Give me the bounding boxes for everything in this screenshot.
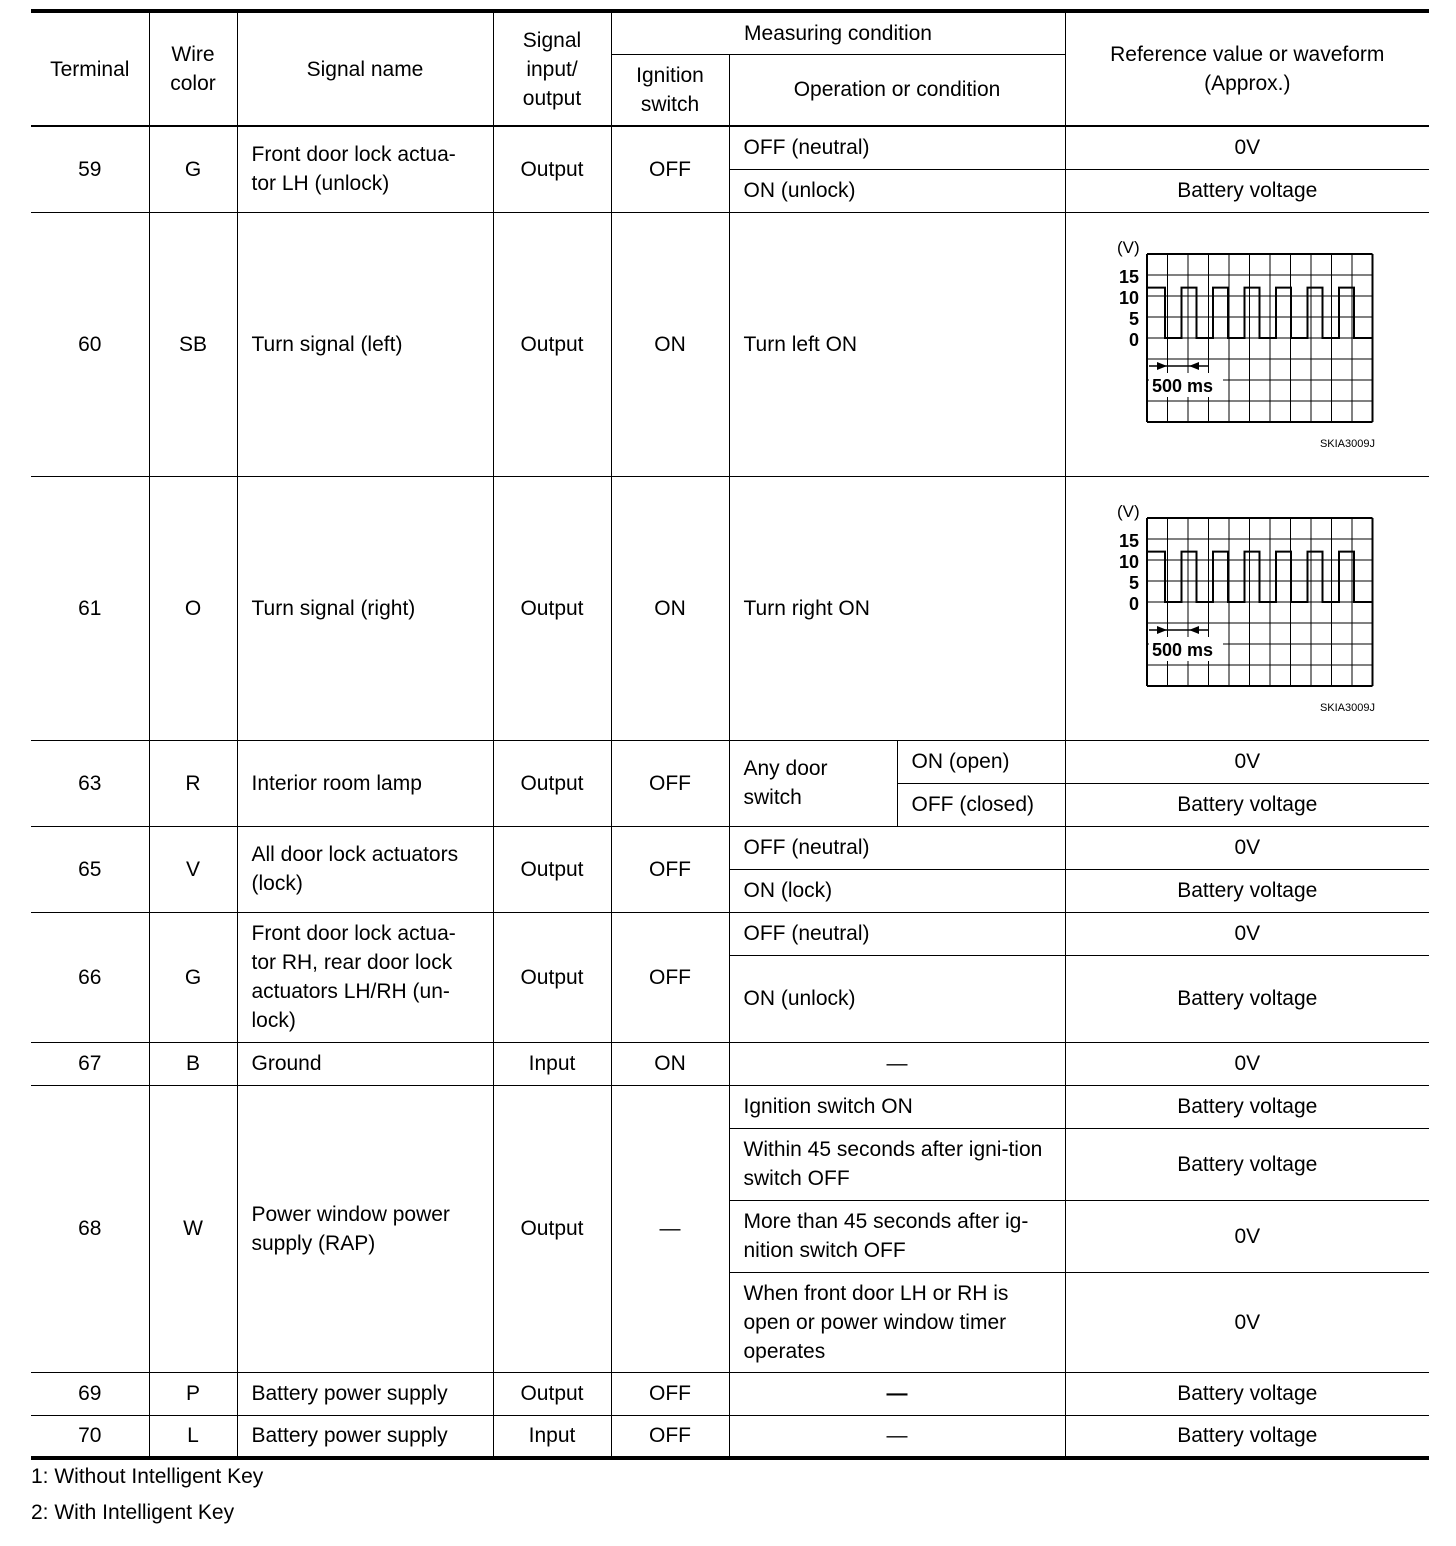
wire-color-cell: W [149,1085,237,1372]
signal-io-cell: Output [493,826,611,912]
condition-cell: ON (unlock) [729,169,1065,212]
ignition-cell: ON [611,476,729,740]
signal-io-cell: Output [493,212,611,476]
terminal-cell: 66 [31,912,149,1042]
signal-trace [1147,287,1373,337]
y-tick-label: 0 [1129,593,1140,614]
y-tick-label: 0 [1129,329,1140,350]
condition-cell: Ignition switch ON [729,1085,1065,1128]
signal-io-cell: Output [493,740,611,826]
signal-name-cell: Front door lock actua-tor RH, rear door lock actuators LH/RH (un-lock) [237,912,493,1042]
reference-cell: Battery voltage [1065,1415,1429,1458]
terminal-cell: 70 [31,1415,149,1458]
waveform-cell [1065,212,1429,476]
signal-io-cell: Input [493,1042,611,1085]
signal-io-cell: Output [493,1372,611,1415]
terminal-cell: 69 [31,1372,149,1415]
signal-name-cell: Front door lock actua-tor LH (unlock) [237,126,493,212]
signal-io-cell: Output [493,1085,611,1372]
header-signal-name: Signal name [237,11,493,126]
table-row [31,126,1429,169]
signal-io-cell: Output [493,912,611,1042]
signal-name-cell: Battery power supply [237,1415,493,1458]
table-row [31,912,1429,955]
time-scale-label: 500 ms [1152,375,1214,396]
table-row [31,212,1429,476]
arrow-right-icon [1157,626,1167,634]
table-row [31,1415,1429,1458]
signal-name-cell: Ground [237,1042,493,1085]
condition-cell: ON (unlock) [729,955,1065,1042]
header-operation: Operation or condition [729,54,1065,126]
table-row [31,1085,1429,1128]
wire-color-cell: G [149,126,237,212]
terminal-cell: 68 [31,1085,149,1372]
signal-name-cell: Power window power supply (RAP) [237,1085,493,1372]
ignition-cell: OFF [611,1415,729,1458]
y-tick-label: 15 [1119,530,1140,551]
signal-name-cell: Turn signal (right) [237,476,493,740]
terminal-cell: 60 [31,212,149,476]
signal-trace [1147,551,1373,601]
wire-color-cell: L [149,1415,237,1458]
ignition-cell: OFF [611,1372,729,1415]
condition-cell: More than 45 seconds after ig-nition switch OFF [729,1200,1065,1272]
condition-cell: When front door LH or RH is open or power window timer operates [729,1272,1065,1372]
arrow-left-icon [1189,362,1199,370]
reference-cell: Battery voltage [1065,1128,1429,1200]
condition-cell: OFF (neutral) [729,126,1065,169]
y-tick-label: 5 [1129,308,1140,329]
arrow-right-icon [1157,362,1167,370]
terminal-cell: 61 [31,476,149,740]
y-tick-label: 10 [1119,287,1140,308]
y-tick-label: 10 [1119,551,1140,572]
terminal-spec-table [31,9,1429,1460]
ignition-cell: OFF [611,740,729,826]
footnote-1: 1: Without Intelligent Key [31,1465,264,1488]
table-row [31,476,1429,740]
reference-cell: 0V [1065,1042,1429,1085]
waveform-cell [1065,476,1429,740]
ignition-cell: — [611,1085,729,1372]
wire-color-cell: O [149,476,237,740]
signal-io-cell: Output [493,476,611,740]
figure-id: SKIA3009J [1320,437,1376,450]
wire-color-cell: R [149,740,237,826]
condition-cell: OFF (neutral) [729,826,1065,869]
signal-name-cell: Turn signal (left) [237,212,493,476]
condition-cell: OFF (neutral) [729,912,1065,955]
condition-cell: — [729,1042,1065,1085]
header-ignition-switch: Ignition switch [611,54,729,126]
condition-cell: — [729,1415,1065,1458]
reference-cell: 0V [1065,912,1429,955]
unit-label: (V) [1117,237,1140,257]
waveform-chart [1097,237,1397,452]
reference-cell: 0V [1065,826,1429,869]
reference-cell: Battery voltage [1065,169,1429,212]
reference-cell: Battery voltage [1065,1085,1429,1128]
header-reference: Reference value or waveform (Approx.) [1065,11,1429,126]
terminal-cell: 63 [31,740,149,826]
wire-color-cell: V [149,826,237,912]
reference-cell: Battery voltage [1065,783,1429,826]
table-row [31,1042,1429,1085]
header-signal-io: Signal input/ output [493,11,611,126]
header-measuring-condition: Measuring condition [611,11,1065,54]
signal-name-cell: All door lock actuators (lock) [237,826,493,912]
condition-cell: Turn left ON [729,212,1065,476]
table-row [31,826,1429,869]
ignition-cell: OFF [611,826,729,912]
signal-name-cell: Battery power supply [237,1372,493,1415]
footnote-2: 2: With Intelligent Key [31,1501,235,1524]
condition-cell: Within 45 seconds after igni-tion switch OFF [729,1128,1065,1200]
ignition-cell: ON [611,1042,729,1085]
reference-cell: Battery voltage [1065,955,1429,1042]
signal-name-cell: Interior room lamp [237,740,493,826]
terminal-cell: 59 [31,126,149,212]
wire-color-cell: B [149,1042,237,1085]
condition-cell: — [729,1372,1065,1415]
reference-cell: Battery voltage [1065,869,1429,912]
header-terminal: Terminal [31,11,149,126]
condition-cell: ON (lock) [729,869,1065,912]
wire-color-cell: G [149,912,237,1042]
reference-cell: 0V [1065,1200,1429,1272]
condition-cell: ON (open) [897,740,1065,783]
ignition-cell: OFF [611,126,729,212]
arrow-left-icon [1189,626,1199,634]
ignition-cell: OFF [611,912,729,1042]
wire-color-cell: SB [149,212,237,476]
ignition-cell: ON [611,212,729,476]
condition-cell: Turn right ON [729,476,1065,740]
signal-io-cell: Input [493,1415,611,1458]
waveform-chart [1097,501,1397,716]
y-tick-label: 5 [1129,572,1140,593]
unit-label: (V) [1117,501,1140,521]
terminal-cell: 67 [31,1042,149,1085]
reference-cell: 0V [1065,1272,1429,1372]
condition-group-cell: Any door switch [729,740,897,826]
figure-id: SKIA3009J [1320,701,1376,714]
terminal-cell: 65 [31,826,149,912]
reference-cell: Battery voltage [1065,1372,1429,1415]
header-wire-color: Wire color [149,11,237,126]
signal-io-cell: Output [493,126,611,212]
wire-color-cell: P [149,1372,237,1415]
y-tick-label: 15 [1119,266,1140,287]
reference-cell: 0V [1065,126,1429,169]
condition-cell: OFF (closed) [897,783,1065,826]
table-row [31,1372,1429,1415]
time-scale-label: 500 ms [1152,639,1214,660]
reference-cell: 0V [1065,740,1429,783]
table-row [31,740,1429,783]
